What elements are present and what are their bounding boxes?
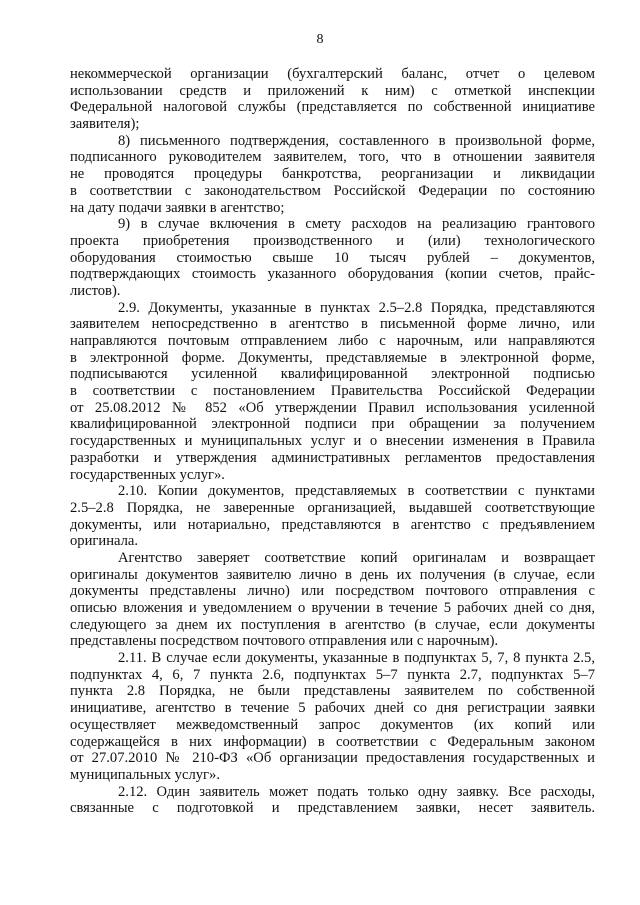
text-line: 9) в случае включения в смету расходов на реализацию грантового <box>118 216 595 233</box>
text-line: использовании средств и приложений к ним) с отметкой инспекции <box>70 82 595 99</box>
text-line: заявителя); <box>70 116 140 133</box>
text-line: пункта 2.8 Порядка, не были представлены заявителем по собственной <box>70 683 595 700</box>
paragraph <box>70 483 595 550</box>
text-line: некоммерческой организации (бухгалтерский баланс, отчет о целевом <box>70 66 595 82</box>
paragraph <box>70 66 595 133</box>
text-line: в соответствии с законодательством Российской Федерации по состоянию <box>70 182 595 199</box>
text-line: заявителем непосредственно в агентство в письменной форме лично, или <box>70 316 595 333</box>
text-line: государственных услуг». <box>70 466 225 483</box>
text-line: 2.10. Копии документов, представляемых в соответствии с пунктами <box>118 483 595 500</box>
text-line: осуществляет межведомственный запрос документов (их копий или <box>70 716 595 733</box>
text-line: документы, или нотариально, представляются в агентство с предъявлением <box>70 516 595 533</box>
text-line: 2.5–2.8 Порядка, не заверенные организацией, выдавшей соответствующие <box>70 499 595 516</box>
text-line: описью вложения и уведомлением о вручении в течение 5 рабочих дней со дня, <box>70 600 595 616</box>
text-line: направляются почтовым отправлением либо с нарочным, или направляются <box>70 333 595 349</box>
text-line: от 27.07.2010 № 210-ФЗ «Об организации предоставления государственных и <box>70 750 595 767</box>
text-line: оборудования стоимостью свыше 10 тысяч рублей – документов, <box>70 249 595 266</box>
text-line: подписываются усиленной квалифицированной электронной подписью <box>70 366 595 383</box>
text-line: подпунктах 4, 6, 7 пункта 2.6, подпунктах 5–7 пункта 2.7, подпунктах 5–7 <box>70 666 595 683</box>
paragraph <box>70 216 595 299</box>
text-line: 2.11. В случае если документы, указанные в подпунктах 5, 7, 8 пункта 2.5, <box>118 650 595 667</box>
document-body <box>70 66 595 817</box>
text-line: связанные с подготовкой и представлением заявки, несет заявитель. <box>70 800 595 817</box>
text-line: следующего за днем их поступления в агентство (в случае, если документы <box>70 616 595 633</box>
text-line: Агентство заверяет соответствие копий оригиналам и возвращает <box>118 549 595 566</box>
text-line: подтверждающих стоимость указанного оборудования (копии счетов, прайс- <box>70 266 595 283</box>
text-line: листов). <box>70 282 121 299</box>
text-line: в соответствии с постановлением Правительства Российской Федерации <box>70 383 595 400</box>
text-line: в электронной форме. Документы, представляемые в электронной форме, <box>70 349 595 366</box>
text-line: инициативе, агентство в течение 5 рабочих дней со дня регистрации заявки <box>70 700 595 717</box>
text-line: муниципальных услуг». <box>70 766 220 783</box>
text-line: подписанного руководителем заявителем, того, что в отношении заявителя <box>70 149 595 166</box>
page-number: 8 <box>316 32 324 47</box>
paragraph <box>70 300 595 484</box>
text-line: документы представлены лично) или посредством почтового отправления с <box>70 583 595 600</box>
text-line: проекта приобретения производственного и (или) технологического <box>70 232 595 249</box>
text-line: 2.9. Документы, указанные в пунктах 2.5–2.8 Порядка, представляются <box>118 299 595 316</box>
text-line: содержащейся в них информации) в соответствии с Федеральным законом <box>70 733 595 750</box>
paragraph <box>70 650 595 784</box>
text-line: 8) письменного подтверждения, составленного в произвольной форме, <box>118 132 595 149</box>
text-line: оригинала. <box>70 533 139 550</box>
text-line: квалифицированной электронной подписи при обращении за получением <box>70 416 595 433</box>
paragraph <box>70 550 595 650</box>
text-line: от 25.08.2012 № 852 «Об утверждении Правил использования усиленной <box>70 399 595 416</box>
text-line: оригиналы документов заявителю лично в день их получения (в случае, если <box>70 566 595 583</box>
text-line: на дату подачи заявки в агентство; <box>70 199 285 216</box>
paragraph <box>70 133 595 216</box>
text-line: Федеральной налоговой службы (представляется по собственной инициативе <box>70 99 595 116</box>
paragraph <box>70 784 595 817</box>
text-line: разработки и утверждения административных регламентов предоставления <box>70 449 595 466</box>
text-line: не проводятся процедуры банкротства, реорганизации и ликвидации <box>70 166 595 183</box>
text-line: 2.12. Один заявитель может подать только одну заявку. Все расходы, <box>118 783 595 800</box>
text-line: представлены посредством почтового отправления или с нарочным). <box>70 633 499 650</box>
text-line: государственных и муниципальных услуг и о внесении изменения в Правила <box>70 433 595 450</box>
